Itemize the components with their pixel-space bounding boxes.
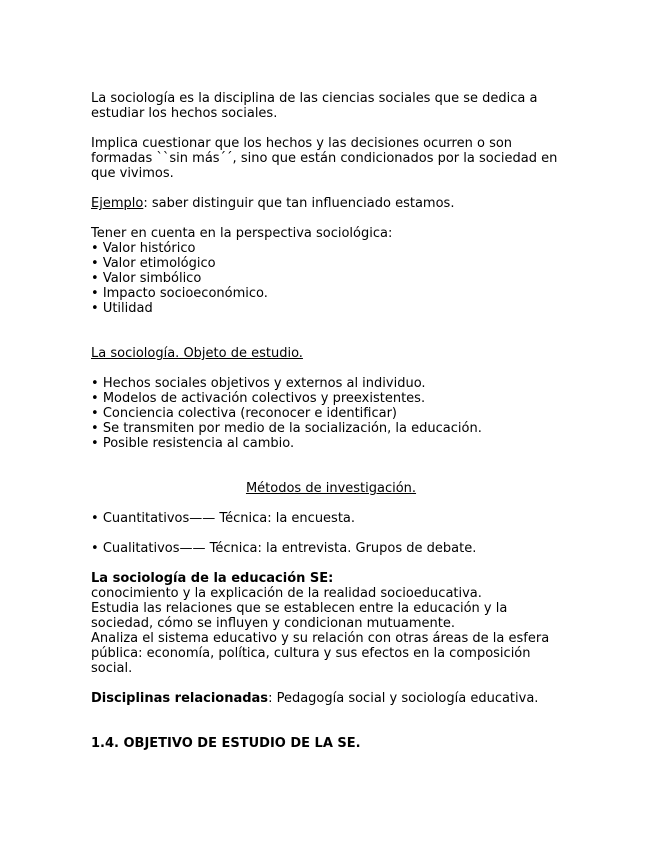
list-item: • Se transmiten por medio de la socialización, la educación.: [91, 421, 571, 436]
list-item: • Valor etimológico: [91, 256, 571, 271]
list-item: • Valor simbólico: [91, 271, 571, 286]
list-item: • Modelos de activación colectivos y preexistentes.: [91, 391, 571, 406]
intro-line: Implica cuestionar que los hechos y las decisiones ocurren o son: [91, 136, 513, 151]
example-text: : saber distinguir que tan influenciado estamos.: [143, 196, 455, 211]
example-label: Ejemplo: [91, 196, 144, 211]
disciplines-label: Disciplinas relacionadas: [91, 691, 269, 706]
list-item: • Hechos sociales objetivos y externos al individuo.: [91, 376, 571, 391]
perspective-list: [91, 241, 571, 316]
list-item: • Cualitativos—— Técnica: la entrevista. Grupos de debate.: [91, 541, 571, 556]
methods-list-quantitative: [91, 511, 571, 526]
education-line: sociedad, cómo se influyen y condicionan mutuamente.: [91, 616, 455, 631]
education-line: social.: [91, 661, 133, 676]
intro-line: estudiar los hechos sociales.: [91, 106, 278, 121]
objective-heading: 1.4. OBJETIVO DE ESTUDIO DE LA SE.: [91, 736, 361, 751]
methods-list-qualitative: [91, 541, 571, 556]
list-item: • Valor histórico: [91, 241, 571, 256]
perspective-heading: Tener en cuenta en la perspectiva sociológica:: [91, 226, 393, 241]
methods-heading: Métodos de investigación.: [245, 481, 417, 496]
list-item: • Impacto socioeconómico.: [91, 286, 571, 301]
education-line: Analiza el sistema educativo y su relación con otras áreas de la esfera: [91, 631, 550, 646]
disciplines-text: : Pedagogía social y sociología educativa.: [268, 691, 539, 706]
methods-heading-row: [91, 481, 571, 496]
document-page: [91, 91, 571, 751]
intro-line: formadas ``sin más´´, sino que están condicionados por la sociedad en: [91, 151, 558, 166]
object-list: [91, 376, 571, 451]
list-item: • Utilidad: [91, 301, 571, 316]
education-line: Estudia las relaciones que se establecen entre la educación y la: [91, 601, 508, 616]
education-line: conocimiento y la explicación de la realidad socioeducativa.: [91, 586, 482, 601]
intro-line: La sociología es la disciplina de las ciencias sociales que se dedica a: [91, 91, 538, 106]
education-line: pública: economía, política, cultura y sus efectos en la composición: [91, 646, 531, 661]
object-heading: La sociología. Objeto de estudio.: [91, 346, 303, 361]
example-paragraph: [91, 196, 571, 211]
list-item: • Posible resistencia al cambio.: [91, 436, 571, 451]
education-heading: La sociología de la educación SE:: [91, 571, 334, 586]
intro-line: que vivimos.: [91, 166, 174, 181]
disciplines-paragraph: [91, 691, 571, 706]
list-item: • Cuantitativos—— Técnica: la encuesta.: [91, 511, 571, 526]
list-item: • Conciencia colectiva (reconocer e identificar): [91, 406, 571, 421]
